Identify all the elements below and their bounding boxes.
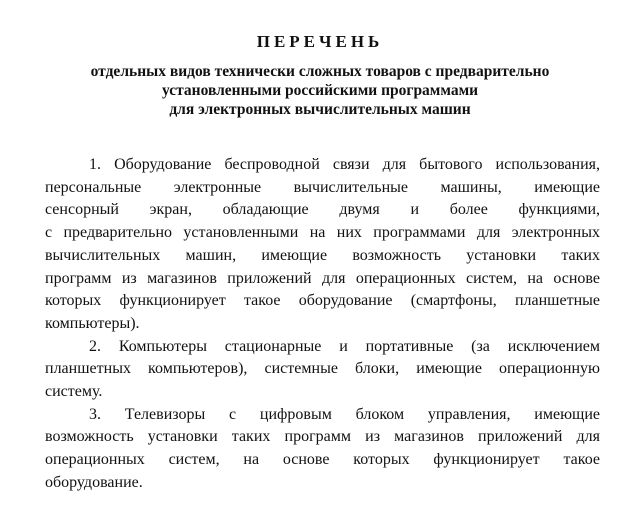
list-item-1	[45, 154, 600, 336]
list-item-3	[45, 404, 600, 495]
item-3-line: 3. Телевизоры с цифровым блоком управления, имеющие	[89, 405, 600, 423]
subtitle-line-1: отдельных видов технически сложных товаров с предварительно	[90, 63, 550, 80]
subtitle-line-3: для электронных вычислительных машин	[169, 101, 471, 118]
document-body	[45, 154, 600, 495]
item-1-line: персональные электронные вычислительные машины, имеющие	[45, 178, 600, 196]
list-item-2	[45, 336, 600, 404]
item-1-line: сенсорный экран, обладающие двумя и более функциями,	[45, 201, 600, 219]
item-1-line: программ из магазинов приложений для операционных систем, на основе	[45, 269, 600, 287]
item-2-line: планшетных компьютеров), системные блоки, имеющие операционную	[45, 360, 600, 378]
item-2-line: 2. Компьютеры стационарные и портативные (за исключением	[89, 337, 600, 355]
item-1-line: вычислительных машин, имеющие возможность установки таких	[45, 246, 600, 264]
item-1-line: компьютеры).	[45, 314, 140, 332]
item-3-line: оборудование.	[45, 473, 143, 491]
document-subtitle	[40, 62, 600, 119]
item-2-line: систему.	[45, 383, 103, 401]
item-1-line: которых функционирует такое оборудование (смартфоны, планшетные	[45, 292, 600, 310]
item-1-line: 1. Оборудование беспроводной связи для бытового использования,	[89, 156, 600, 173]
item-3-line: возможность установки таких программ из магазинов приложений для	[45, 428, 600, 446]
item-3-line: операционных систем, на основе которых функционирует такое	[45, 451, 600, 469]
document-title: ПЕРЕЧЕНЬ	[256, 32, 384, 51]
subtitle-line-2: установленными российскими программами	[161, 82, 479, 99]
item-1-line: с предварительно установленными на них программами для электронных	[45, 224, 600, 242]
